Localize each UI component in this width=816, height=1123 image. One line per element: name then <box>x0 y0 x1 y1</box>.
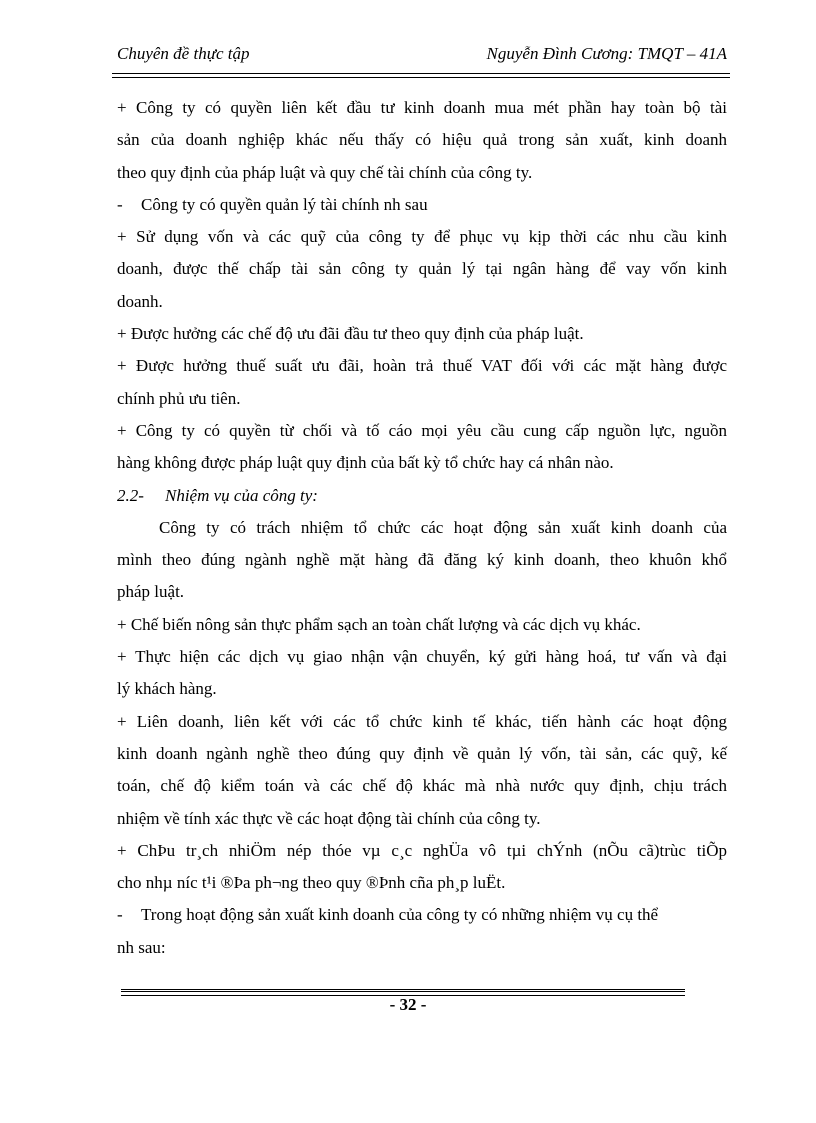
dash-marker: - <box>117 194 123 214</box>
text-line: kinh doanh ngành nghề theo đúng quy định về quản lý vốn, tài sản, các quỹ, kế <box>117 743 727 763</box>
text-line: mình theo đúng ngành nghề mặt hàng đã đăng ký kinh doanh, theo khuôn khổ <box>117 550 727 570</box>
text-line: Công ty có trách nhiệm tổ chức các hoạt động sản xuất kinh doanh của <box>159 517 727 537</box>
header-author: Nguyễn Đình Cương: TMQT – 41A <box>486 44 727 63</box>
section-number: 2.2- <box>117 485 144 505</box>
header-title: Chuyên đề thực tập <box>117 44 250 63</box>
text-line: nhiệm về tính xác thực về các hoạt động tài chính của công ty. <box>117 808 541 828</box>
text-line: + Công ty có quyền từ chối và tố cáo mọi yêu cầu cung cấp nguồn lực, nguồn <box>117 420 727 440</box>
text-line: lý khách hàng. <box>117 679 217 699</box>
page-number: - 32 - <box>389 995 427 1014</box>
text-line: + Công ty có quyền liên kết đầu tư kinh doanh mua mét phần hay toàn bộ tài <box>117 98 727 117</box>
dash-item <box>117 899 727 931</box>
text-line: nh sau: <box>117 937 166 957</box>
text-line: doanh. <box>117 291 163 311</box>
dash-item <box>117 189 727 221</box>
text-line: toán, chế độ kiểm toán và các chế độ khác mà nhà nước quy định, chịu trách <box>117 776 727 796</box>
text-line: + Được hưởng các chế độ ưu đãi đầu tư theo quy định của pháp luật. <box>117 324 584 344</box>
text-line: doanh, được thế chấp tài sản công ty quản lý tại ngân hàng để vay vốn kinh <box>117 259 727 279</box>
text-line: theo quy định của pháp luật và quy chế tài chính của công ty. <box>117 162 533 182</box>
section-heading <box>117 480 727 512</box>
text-line: + Liên doanh, liên kết với các tổ chức kinh tế khác, tiến hành các hoạt động <box>117 711 727 731</box>
dash-item-text: Trong hoạt động sản xuất kinh doanh của công ty có những nhiệm vụ cụ thể <box>141 905 659 925</box>
text-line: + Thực hiện các dịch vụ giao nhận vận chuyển, ký gửi hàng hoá, tư vấn và đại <box>117 647 727 667</box>
dash-marker: - <box>117 905 123 925</box>
garbled-line: cho nhµ níc t¹i ®Þa ph¬ng theo quy ®Þnh cña ph¸p luËt. <box>117 873 506 893</box>
page-header <box>117 44 727 70</box>
section-title: Nhiệm vụ của công ty: <box>165 485 318 505</box>
dash-item-text: Công ty có quyền quản lý tài chính nh sau <box>141 194 428 214</box>
text-line: + Sử dụng vốn và các quỹ của công ty để phục vụ kịp thời các nhu cầu kinh <box>117 227 727 247</box>
garbled-line: + ChÞu tr¸ch nhiÖm nép thóe vµ c¸c nghÜa vô tµi chÝnh (nÕu cã)trùc tiÕp <box>117 840 727 860</box>
text-line: pháp luật. <box>117 582 185 602</box>
text-line: + Được hưởng thuế suất ưu đãi, hoàn trả thuế VAT đối với các mặt hàng được <box>117 356 727 376</box>
text-line: hàng không được pháp luật quy định của bất kỳ tổ chức hay cá nhân nào. <box>117 453 614 473</box>
text-line: + Chế biến nông sản thực phẩm sạch an toàn chất lượng và các dịch vụ khác. <box>117 614 641 634</box>
header-rule <box>112 73 730 78</box>
document-body <box>117 92 727 964</box>
text-line: chính phủ ưu tiên. <box>117 388 241 408</box>
text-line: sản của doanh nghiệp khác nếu thấy có hiệu quả trong sản xuất, kinh doanh <box>117 130 727 150</box>
